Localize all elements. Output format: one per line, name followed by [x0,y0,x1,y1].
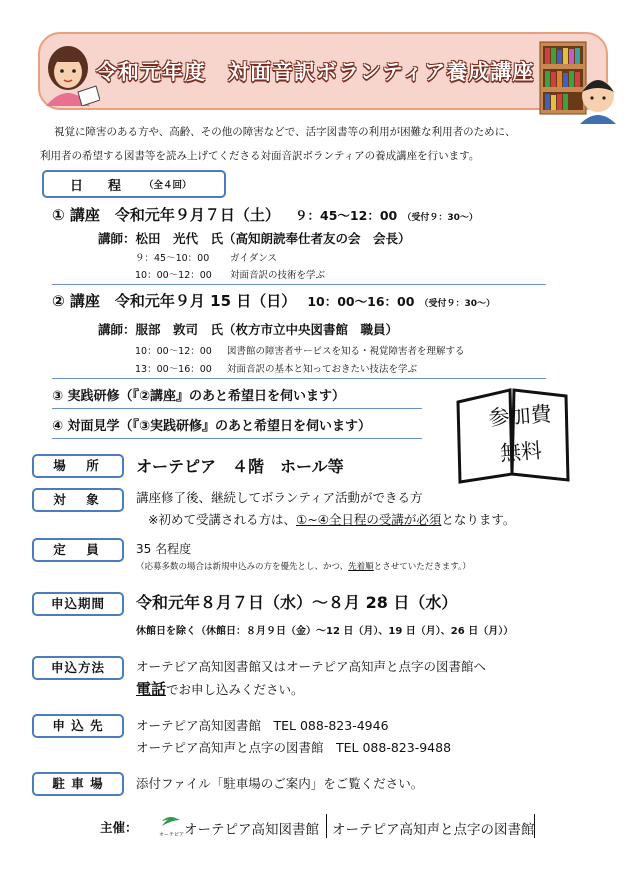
fee-sign-line-1: 参加費 [487,401,553,431]
target-label: 対 象 [32,488,124,512]
session-1-reception: （受付９：30～） [402,213,478,223]
lecturer-label: 講師： [98,322,136,337]
item-time: ９：45～10：00 [135,253,210,264]
parking-value: 添付ファイル「駐車場のご案内」をご覧ください。 [136,776,424,791]
logo-caption: オーテピア [159,832,185,838]
venue-label: 場 所 [32,454,124,478]
period-label: 申込期間 [32,592,124,616]
method-line-2 [136,678,304,699]
contact-line-2: オーテピア高知声と点字の図書館 TEL 088-823-9488 [136,740,452,755]
fee-sign-line-2: 無料 [499,438,543,466]
page-title: 令和元年度 対面音訳ボランティア養成講座 [96,60,535,84]
divider [52,284,546,285]
bookshelf-boy-illustration [538,38,620,124]
method-label: 申込方法 [32,656,124,680]
footer-divider [326,814,327,838]
item-text: ガイダンス [230,253,278,264]
divider [52,408,422,409]
divider [52,438,422,439]
girl-reading-illustration [40,40,100,106]
session-2-item-1 [135,343,465,357]
method-line-1: オーテピア高知図書館又はオーテピア高知声と点字の図書館へ [136,659,487,674]
session-3: ③ 実践研修（『②講座』のあと希望日を伺います） [52,389,346,404]
intro-line-2: 利用者の希望する図書等を読み上げてくださる対面音訳ボランティアの養成講座を行います。 [40,150,480,162]
session-1-time: ９：45～12：00 [295,208,398,223]
divider [52,378,546,379]
session-1-header [52,204,478,225]
session-2-header [52,290,495,311]
item-text: 対面音訳の技術を学ぶ [230,270,326,281]
session-1-lecturer [98,229,411,247]
session-1-item-2 [135,267,325,281]
item-time: 10：00～12：00 [135,346,212,357]
target-note-emphasis: ①~④全日程の受講が必須 [295,512,442,527]
target-note-end: となります。 [441,512,516,527]
period-value: 令和元年８月７日（水）～８月 28 日（水） [136,593,458,612]
capacity-label: 定 員 [32,538,124,562]
footer-label: 主催： [100,820,138,835]
session-2-title: ② 講座 令和元年９月 15 日（日） [52,292,297,310]
capacity-value: 35 名程度 [136,542,192,556]
lecturer-name: 松田 光代 氏（高知朗読奉仕者友の会 会長） [135,231,411,246]
parking-label: 駐 車 場 [32,772,124,796]
schedule-label-box [42,170,226,198]
target-line-2 [148,510,515,528]
footer-org-1: オーテピア高知図書館 [184,822,319,838]
target-note: ※初めて受講される方は、 [148,512,296,527]
capacity-note [136,560,471,572]
item-time: 10：00～12：00 [135,270,212,281]
session-1-item-1 [135,250,277,264]
target-line-1: 講座修了後、継続してボランティア活動ができる方 [136,490,423,505]
capacity-note-end: とさせていただきます。） [373,562,471,572]
session-4: ④ 対面見学（『③実践研修』のあと希望日を伺います） [52,419,372,434]
item-text: 図書館の障害者サービスを知る・視覚障害者を理解する [227,346,465,357]
intro-line-1: 視覚に障害のある方や、高齢、その他の障害などで、活字図書等の利用が困難な利用者のために、 [54,126,516,138]
session-2-time: 10：00～16：00 [307,294,415,309]
contact-line-1: オーテピア高知図書館 TEL 088-823-4946 [136,718,389,733]
session-2-item-2 [135,361,417,375]
contact-label: 申 込 先 [32,714,124,738]
oteppia-leaf-logo-icon [160,816,180,830]
schedule-label: 日 程 [70,179,128,194]
session-1-title: ① 講座 令和元年９月７日（土） [52,206,280,224]
session-2-reception: （受付９：30～） [419,299,496,309]
method-line-2-rest: でお申し込みください。 [166,682,304,697]
footer-org-2: オーテピア高知声と点字の図書館 [332,822,535,838]
lecturer-name: 服部 敦司 氏（枚方市立中央図書館 職員） [135,322,399,337]
capacity-note-emphasis: 先着順 [348,562,374,572]
venue-value: オーテピア ４階 ホール等 [136,457,344,476]
session-2-lecturer [98,320,398,338]
capacity-note-text: （応募多数の場合は新規申込みの方を優先とし、かつ、 [136,562,349,572]
method-phone-emphasis: 電話 [136,680,167,698]
lecturer-label: 講師： [98,231,136,246]
item-time: 13：00～16：00 [135,364,212,375]
item-text: 対面音訳の基本と知っておきたい技法を学ぶ [227,364,418,375]
footer-divider-end [534,814,535,838]
schedule-count: （全４回） [144,180,192,191]
period-note: 休館日を除く（休館日：８月９日（金）～12 日（月）、19 日（月）、26 日（月）） [136,626,514,637]
